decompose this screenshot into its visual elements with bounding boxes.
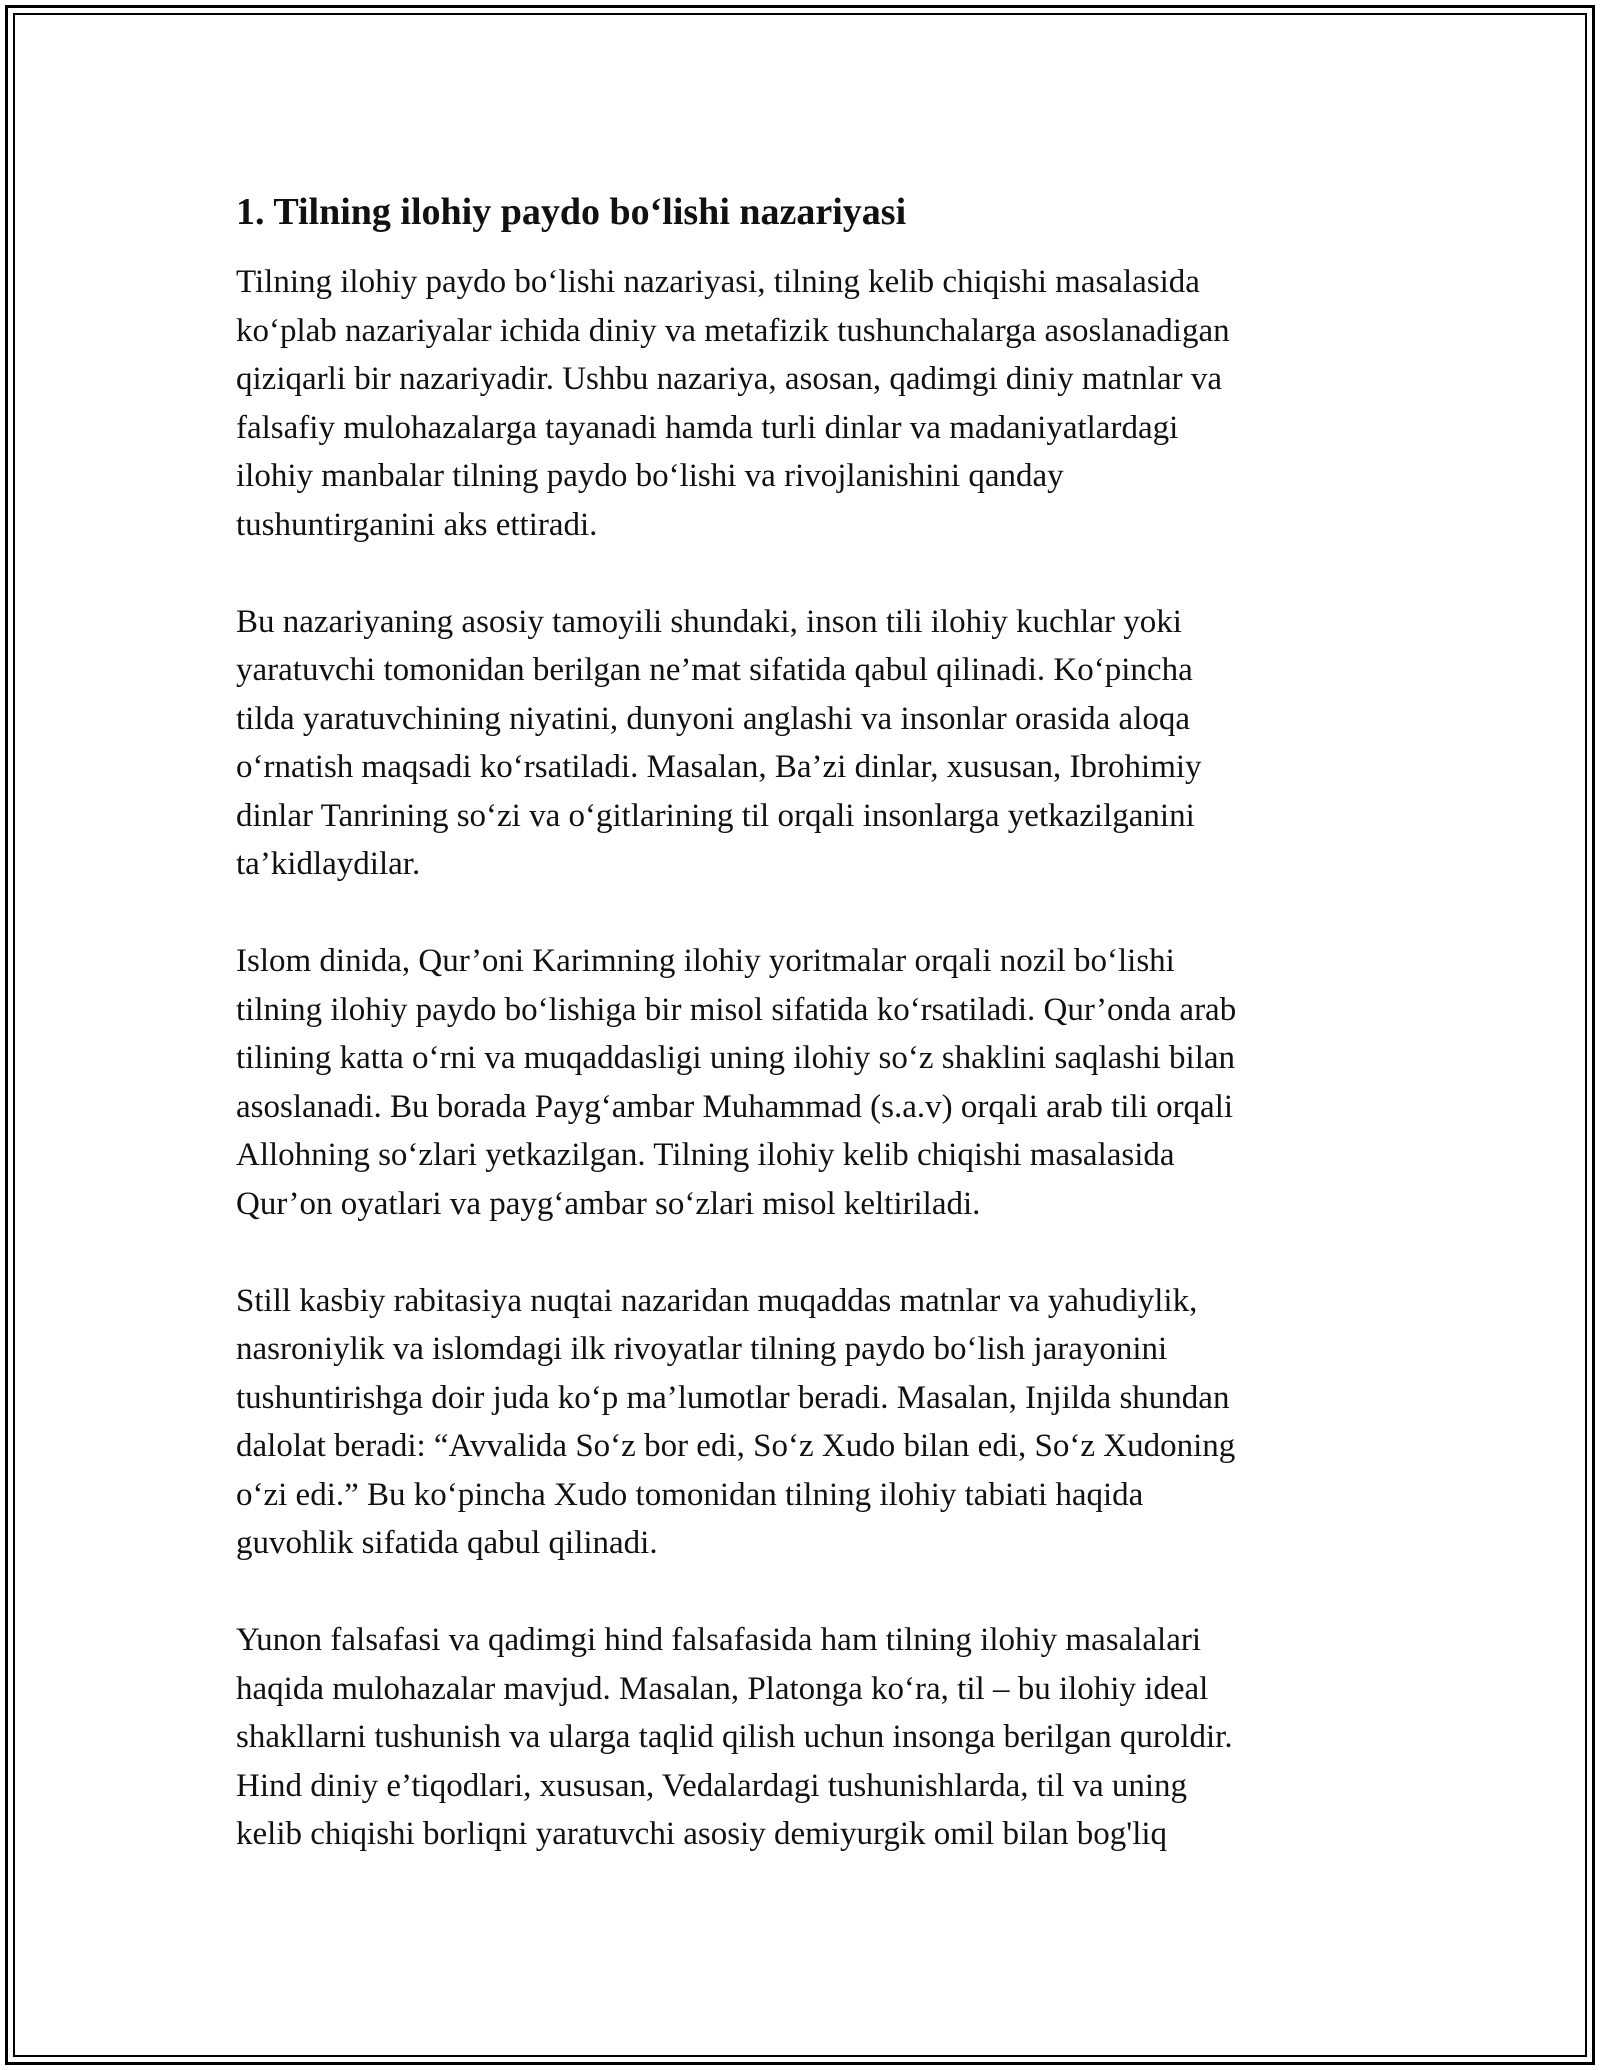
paragraph-1 — [236, 258, 1366, 549]
text-line: Bu nazariyaning asosiy tamoyili shundaki, inson tili ilohiy kuchlar yoki — [236, 603, 1182, 640]
text-line: Qur’on oyatlari va payg‘ambar so‘zlari misol keltiriladi. — [236, 1185, 981, 1222]
text-line: yaratuvchi tomonidan berilgan ne’mat sifatida qabul qilinadi. Ko‘pincha — [236, 652, 1193, 688]
text-line: dinlar Tanrining so‘zi va o‘gitlarining til orqali insonlarga yetkazilganini — [236, 797, 1195, 834]
text-line: ko‘plab nazariyalar ichida diniy va metafizik tushunchalarga asoslanadigan — [236, 312, 1230, 349]
text-line: tilining katta o‘rni va muqaddasligi uning ilohiy so‘z shaklini saqlashi bilan — [236, 1040, 1236, 1076]
text-line: tilda yaratuvchining niyatini, dunyoni anglashi va insonlar orasida aloqa — [236, 700, 1191, 737]
text-line: guvohlik sifatida qabul qilinadi. — [236, 1525, 658, 1561]
text-line: nasroniylik va islomdagi ilk rivoyatlar tilning paydo bo‘lish jarayonini — [236, 1331, 1168, 1367]
text-line: haqida mulohazalar mavjud. Masalan, Platonga ko‘ra, til – bu ilohiy ideal — [236, 1670, 1209, 1707]
text-line: tushuntirganini aks ettiradi. — [236, 506, 598, 543]
text-line: o‘zi edi.” Bu ko‘pincha Xudo tomonidan tilning ilohiy tabiati haqida — [236, 1476, 1144, 1513]
paragraph-5 — [236, 1616, 1366, 1859]
text-line: Yunon falsafasi va qadimgi hind falsafasida ham tilning ilohiy masalalari — [236, 1622, 1202, 1658]
text-line: Allohning so‘zlari yetkazilgan. Tilning ilohiy kelib chiqishi masalasida — [236, 1137, 1175, 1173]
text-line: dalolat beradi: “Avvalida So‘z bor edi, So‘z Xudo bilan edi, So‘z Xudoning — [236, 1428, 1236, 1464]
text-line: Still kasbiy rabitasiya nuqtai nazaridan muqaddas matnlar va yahudiylik, — [236, 1282, 1198, 1319]
text-line: tushuntirishga doir juda ko‘p ma’lumotlar beradi. Masalan, Injilda shundan — [236, 1379, 1230, 1416]
text-line: tilning ilohiy paydo bo‘lishiga bir misol sifatida ko‘rsatiladi. Qur’onda arab — [236, 991, 1237, 1028]
text-line: shakllarni tushunish va ularga taqlid qilish uchun insonga berilgan quroldir. — [236, 1719, 1233, 1755]
text-line: Hind diniy e’tiqodlari, xususan, Vedalardagi tushunishlarda, til va uning — [236, 1767, 1188, 1804]
text-line: Islom dinida, Qur’oni Karimning ilohiy yoritmalar orqali nozil bo‘lishi — [236, 943, 1175, 979]
document-body — [236, 186, 1366, 1907]
text-line: ta’kidlaydilar. — [236, 846, 421, 882]
text-line: o‘rnatish maqsadi ko‘rsatiladi. Masalan, Ba’zi dinlar, xususan, Ibrohimiy — [236, 749, 1202, 785]
paragraph-4 — [236, 1277, 1366, 1568]
text-line: asoslanadi. Bu borada Payg‘ambar Muhammad (s.a.v) orqali arab tili orqali — [236, 1088, 1234, 1125]
text-line: falsafiy mulohazalarga tayanadi hamda turli dinlar va madaniyatlardagi — [236, 409, 1179, 446]
text-line: Tilning ilohiy paydo bo‘lishi nazariyasi, tilning kelib chiqishi masalasida — [236, 264, 1200, 300]
paragraph-3 — [236, 937, 1366, 1228]
text-line: ilohiy manbalar tilning paydo bo‘lishi va rivojlanishini qanday — [236, 458, 1064, 494]
section-heading: 1. Tilning ilohiy paydo bo‘lishi nazariyasi — [236, 191, 907, 233]
paragraph-2 — [236, 598, 1366, 889]
text-line: kelib chiqishi borliqni yaratuvchi asosiy demiyurgik omil bilan bog'liq — [236, 1816, 1168, 1852]
text-line: qiziqarli bir nazariyadir. Ushbu nazariya, asosan, qadimgi diniy matnlar va — [236, 361, 1223, 397]
